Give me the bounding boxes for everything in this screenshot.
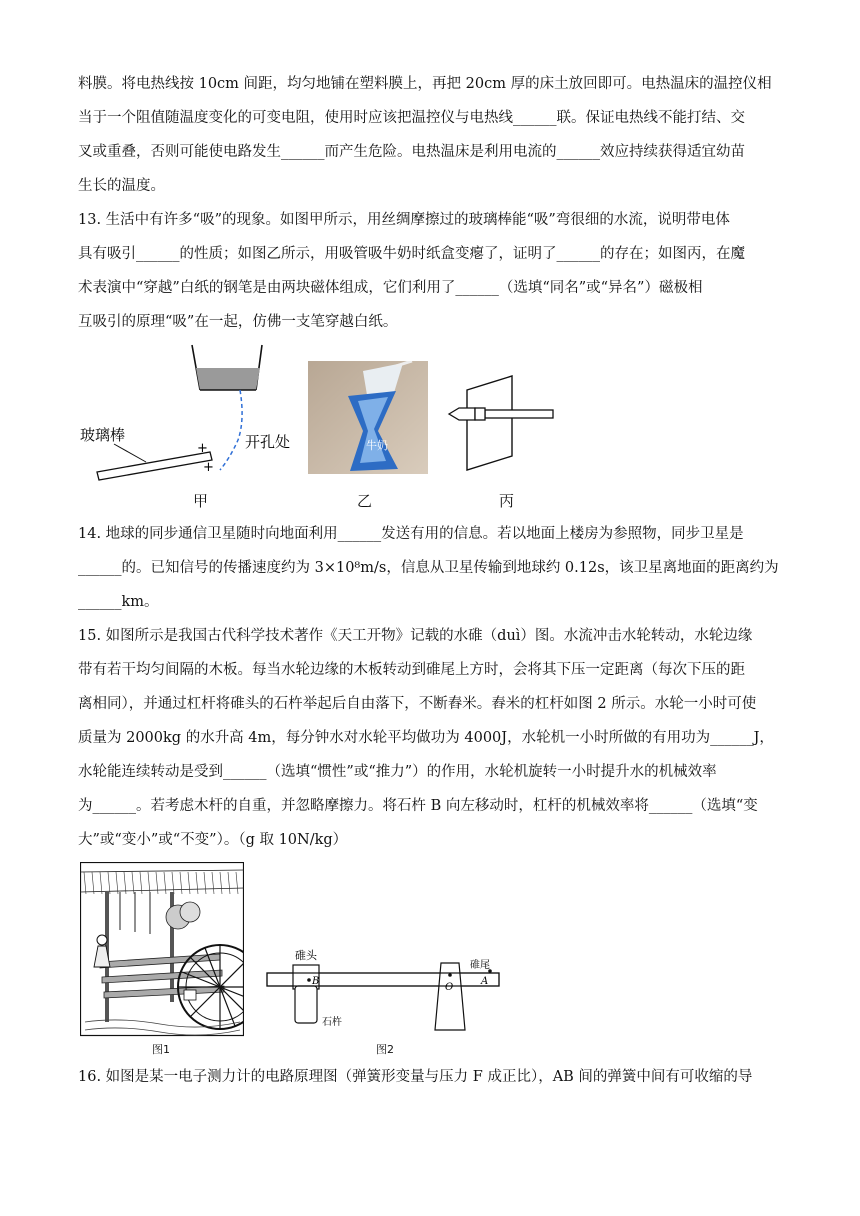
figure-caption-bing: 丙: [499, 492, 515, 510]
point-a-label: A: [481, 976, 489, 987]
text-line: ______km。: [78, 594, 159, 610]
figure-1-water-mill-illustration: [80, 862, 244, 1038]
question-13: [78, 203, 788, 339]
figure-1-caption: 图1: [152, 1043, 170, 1056]
text-line: 叉或重叠，否则可能使电路发生______而产生危险。电热温床是利用电流的______效应持续获得适宜幼苗: [78, 144, 745, 160]
figure-2-lever-diagram: [262, 945, 507, 1035]
paper-sheet: [467, 376, 512, 470]
figure-caption-jia: 甲: [193, 492, 209, 510]
text-line: 离相同），并通过杠杆将碓头的石杵举起后自由落下，不断舂米。舂米的杠杆如图 2 所示。水轮一小时可使: [78, 696, 757, 712]
text-line: 14. 地球的同步通信卫星随时向地面利用______发送有用的信息。若以地面上楼房为参照物，同步卫星是: [78, 526, 744, 542]
text-line: 带有若干均匀间隔的木板。每当水轮边缘的木板转动到碓尾上方时，会将其下压一定距离（每次下压的距: [78, 662, 745, 678]
stone-pestle: [295, 986, 317, 1023]
point-o-label: O: [445, 982, 454, 993]
figure-yi-milk-carton-photo: [308, 361, 428, 474]
text-line: 具有吸引______的性质；如图乙所示，用吸管吸牛奶时纸盒变瘪了，证明了______的存在；如图丙，在魔: [78, 246, 745, 262]
text-line: ______的。已知信号的传播速度约为 3×10⁸m/s，信息从卫星传输到地球约 0.12s，该卫星离地面的距离约为: [78, 560, 779, 576]
glass-rod-label: 玻璃棒: [80, 426, 126, 444]
point-b-label: B: [312, 976, 320, 987]
text-line: 为______。若考虑木杆的自重，并忽略摩擦力。将石杵 B 向左移动时，杠杆的机械效率将______（选填“变: [78, 798, 758, 814]
text-line: 13. 生活中有许多“吸”的现象。如图甲所示，用丝绸摩擦过的玻璃棒能“吸”弯很细的水流，说明带电体: [78, 212, 730, 228]
question-12-continuation: [78, 67, 788, 203]
pen-body: [485, 410, 553, 418]
stone-pestle-label: 石杵: [322, 1017, 342, 1028]
text-line: 生长的温度。: [78, 178, 165, 194]
pestle-beams: [100, 954, 224, 998]
hole-label: 开孔处: [245, 433, 291, 451]
pestle-tail-label: 碓尾: [470, 960, 490, 971]
text-line: 互吸引的原理“吸”在一起，仿佛一支笔穿越白纸。: [78, 314, 398, 330]
figure-bing-pen-through-paper: [445, 372, 560, 472]
water-stream: [220, 390, 242, 470]
text-line: 质量为 2000kg 的水升高 4m，每分钟水对水轮平均做功为 4000J，水轮机一小时所做的有用功为______J，: [78, 730, 774, 746]
figure-jia-glass-rod-water: [80, 340, 300, 490]
pen-tip: [449, 408, 475, 420]
figure-caption-yi: 乙: [357, 492, 373, 510]
text-line: 当于一个阻值随温度变化的可变电阻，使用时应该把温控仪与电热线______联。保证电热线不能打结、交: [78, 110, 745, 126]
charge-plus: +: [197, 441, 208, 456]
charge-plus: +: [203, 460, 214, 475]
text-line: 15. 如图所示是我国古代科学技术著作《天工开物》记载的水碓（duì）图。水流冲击水轮转动，水轮边缘: [78, 628, 753, 644]
point-b-dot: [307, 978, 311, 982]
text-line: 术表演中“穿越”白纸的钢笔是由两块磁体组成，它们利用了______（选填“同名”或“异名”）磁极相: [78, 280, 703, 296]
text-line: 水轮能连续转动是受到______（选填“惯性”或“推力”）的作用，水轮机旋转一小时提升水的机械效率: [78, 764, 717, 780]
text-line: 料膜。将电热线按 10cm 间距，均匀地铺在塑料膜上，再把 20cm 厚的床土放回即可。电热温床的温控仪相: [78, 76, 772, 92]
figure-2-caption: 图2: [376, 1043, 394, 1056]
carton-text: 牛奶: [366, 439, 388, 452]
pestle-head-label: 碓头: [295, 949, 317, 962]
text-line: 大”或“变小”或“不变”）。（g 取 10N/kg）: [78, 832, 348, 848]
question-15: [78, 619, 788, 857]
glass-rod: [97, 452, 212, 480]
point-o-dot: [448, 973, 452, 977]
text-line: 16. 如图是某一电子测力计的电路原理图（弹簧形变量与压力 F 成正比），AB 间的弹簧中间有可收缩的导: [78, 1069, 753, 1085]
water-in-cup: [196, 368, 260, 390]
question-14: [78, 517, 788, 619]
question-16: [78, 1060, 788, 1094]
